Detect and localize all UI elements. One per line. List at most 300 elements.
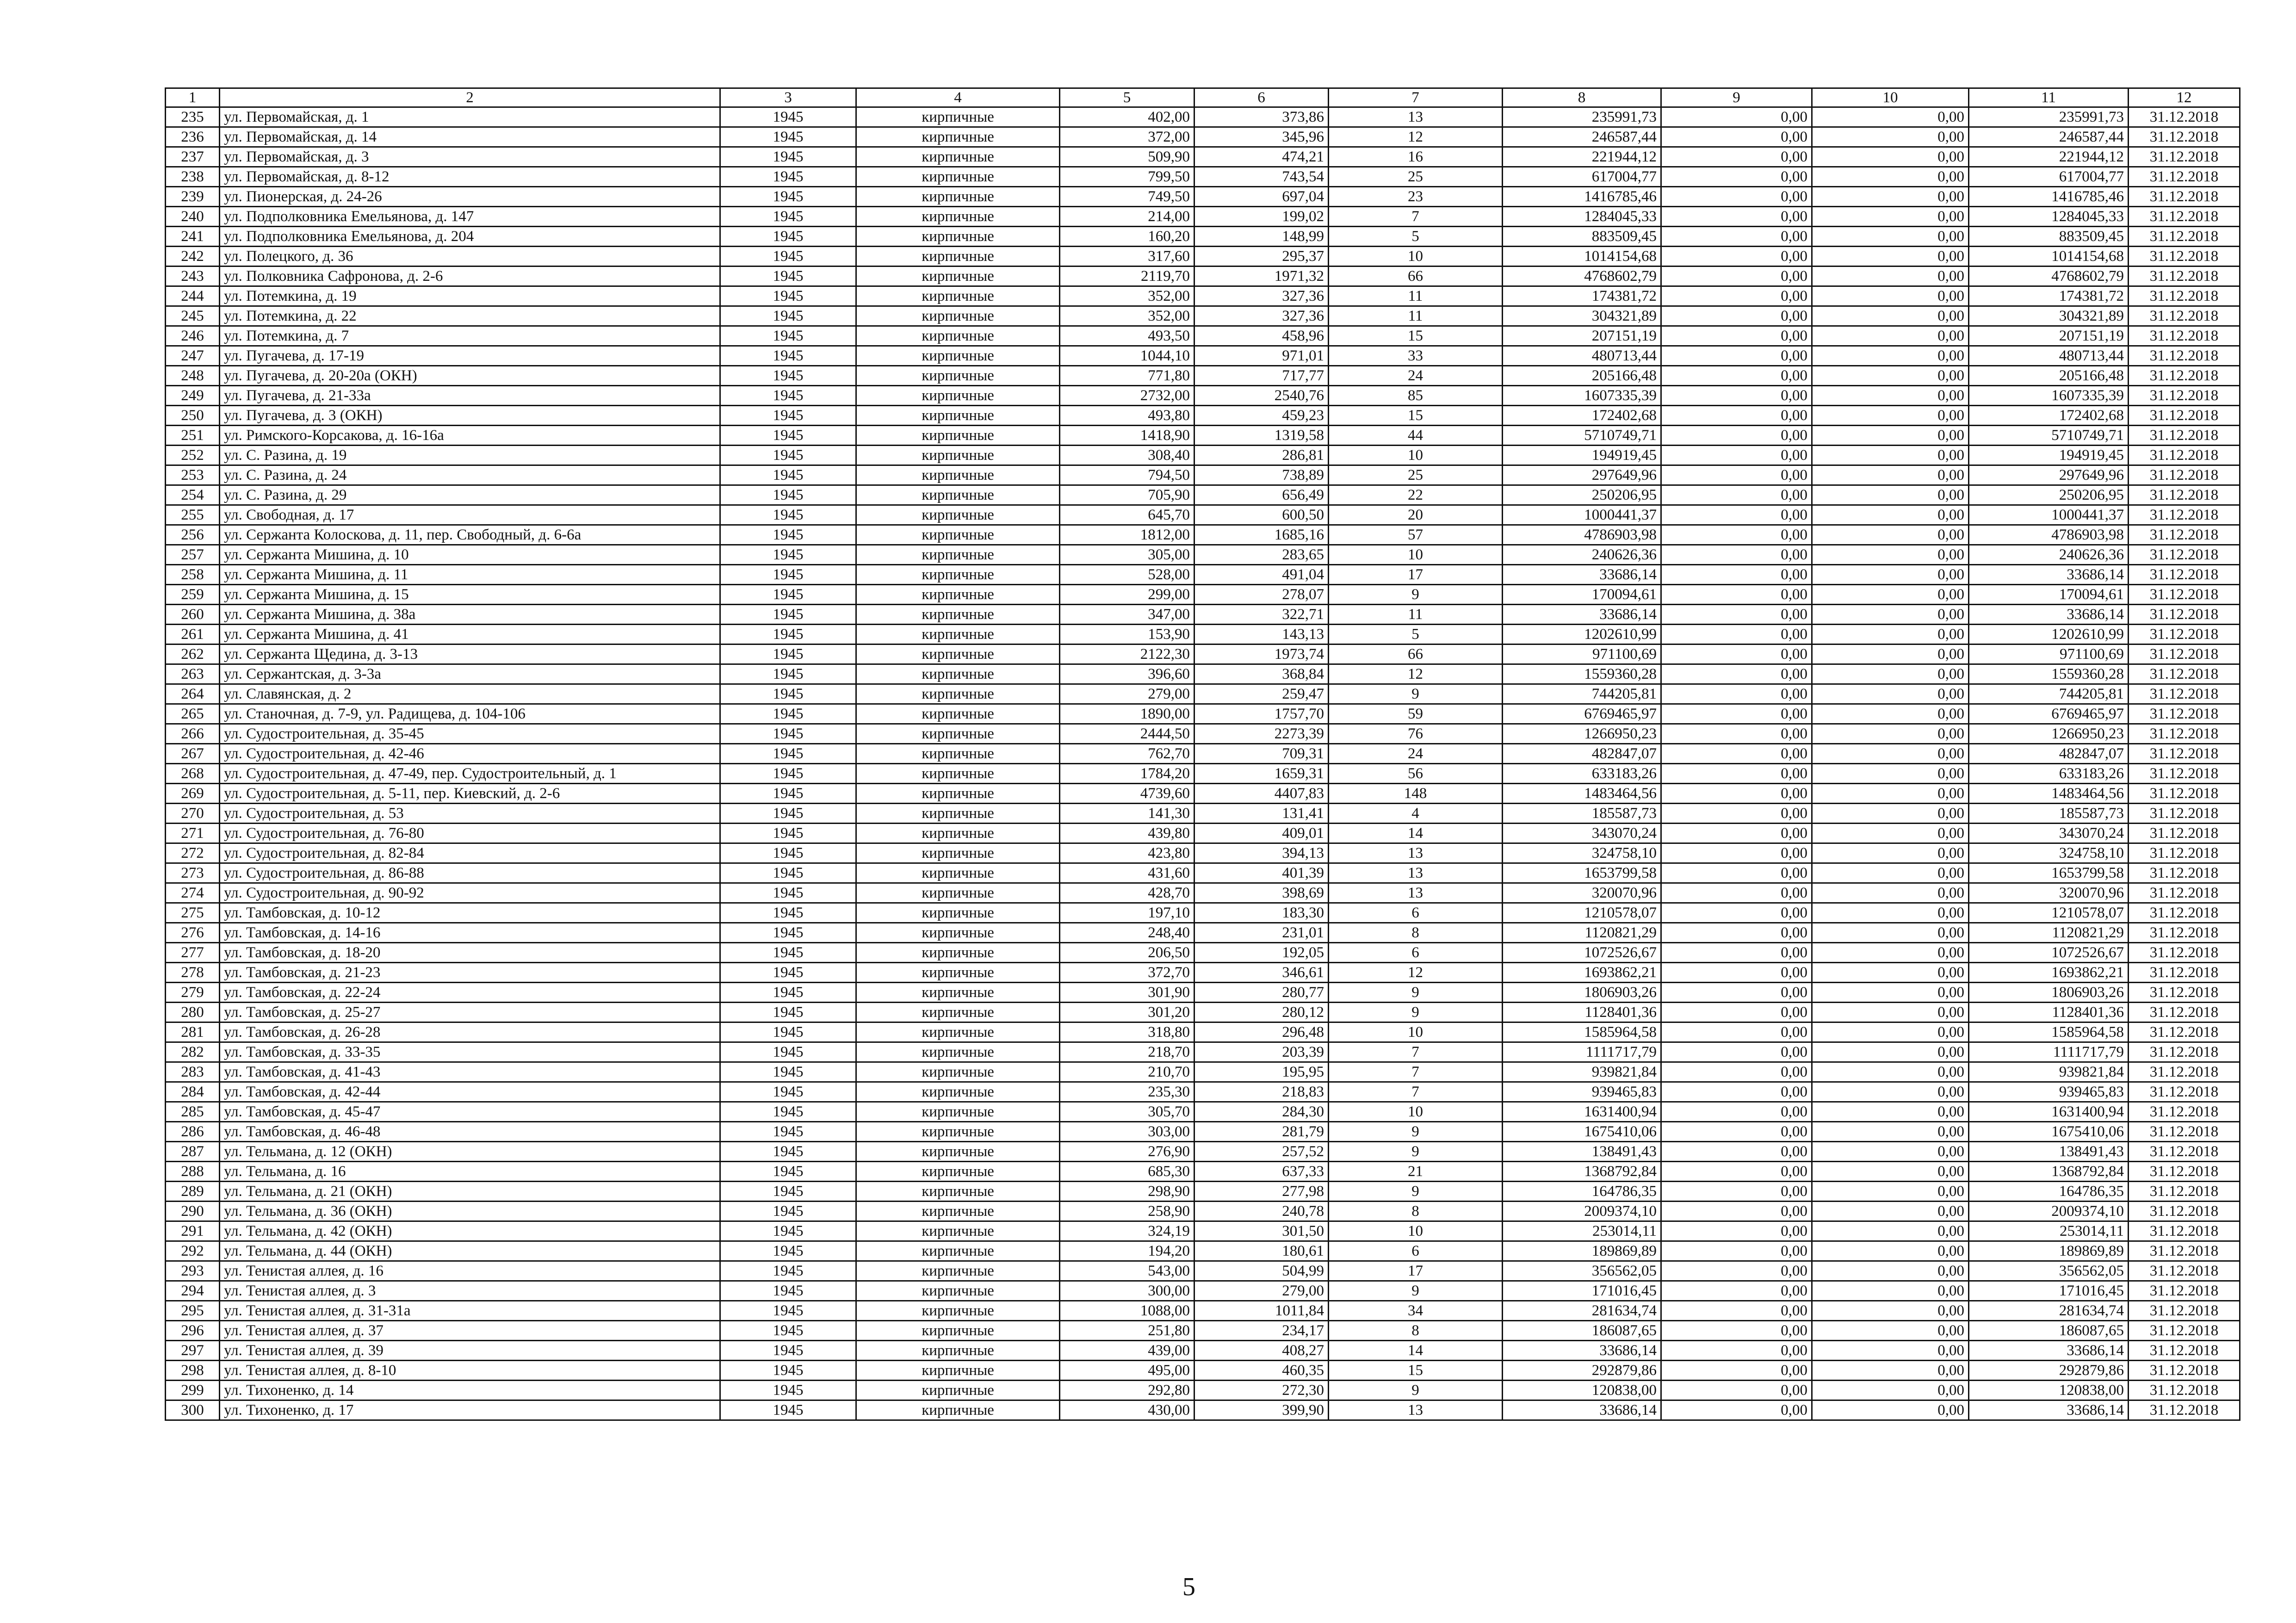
column-10-cell: 0,00 (1812, 346, 1969, 366)
address-cell: ул. Славянская, д. 2 (220, 684, 720, 704)
column-10-cell: 0,00 (1812, 485, 1969, 505)
living-area-cell: 399,90 (1194, 1400, 1329, 1420)
total-area-cell: 1890,00 (1060, 704, 1194, 724)
count-cell: 10 (1329, 545, 1503, 565)
value-cell: 185587,73 (1503, 804, 1661, 824)
table-row (166, 147, 2240, 167)
column-10-cell: 0,00 (1812, 266, 1969, 286)
value-cell: 1128401,36 (1503, 1003, 1661, 1022)
row-number-cell: 285 (166, 1102, 220, 1122)
date-cell: 31.12.2018 (2129, 1202, 2240, 1221)
count-cell: 34 (1329, 1301, 1503, 1321)
wall-material-cell: кирпичные (856, 644, 1060, 664)
address-cell: ул. Сержанта Мишина, д. 38а (220, 605, 720, 625)
column-10-cell: 0,00 (1812, 1341, 1969, 1361)
address-cell: ул. Судостроительная, д. 82-84 (220, 843, 720, 863)
value-cell: 1653799,58 (1503, 863, 1661, 883)
address-cell: ул. Тенистая аллея, д. 8-10 (220, 1361, 720, 1381)
column-10-cell: 0,00 (1812, 1202, 1969, 1221)
balance-cell: 617004,77 (1969, 167, 2129, 187)
column-10-cell: 0,00 (1812, 983, 1969, 1003)
count-cell: 7 (1329, 1062, 1503, 1082)
count-cell: 23 (1329, 187, 1503, 207)
living-area-cell: 203,39 (1194, 1042, 1329, 1062)
wall-material-cell: кирпичные (856, 605, 1060, 625)
address-cell: ул. Свободная, д. 17 (220, 505, 720, 525)
date-cell: 31.12.2018 (2129, 406, 2240, 426)
value-cell: 1210578,07 (1503, 903, 1661, 923)
count-cell: 16 (1329, 147, 1503, 167)
year-cell: 1945 (720, 605, 856, 625)
row-number-cell: 255 (166, 505, 220, 525)
year-cell: 1945 (720, 167, 856, 187)
column-10-cell: 0,00 (1812, 704, 1969, 724)
date-cell: 31.12.2018 (2129, 545, 2240, 565)
column-header-1: 1 (166, 88, 220, 107)
address-cell: ул. Тенистая аллея, д. 31-31а (220, 1301, 720, 1321)
total-area-cell: 235,30 (1060, 1082, 1194, 1102)
value-cell: 1693862,21 (1503, 963, 1661, 983)
living-area-cell: 460,35 (1194, 1361, 1329, 1381)
date-cell: 31.12.2018 (2129, 943, 2240, 963)
year-cell: 1945 (720, 1122, 856, 1142)
table-row (166, 804, 2240, 824)
column-9-cell: 0,00 (1661, 824, 1812, 843)
total-area-cell: 762,70 (1060, 744, 1194, 764)
balance-cell: 246587,44 (1969, 127, 2129, 147)
value-cell: 1607335,39 (1503, 386, 1661, 406)
column-9-cell: 0,00 (1661, 326, 1812, 346)
value-cell: 1559360,28 (1503, 664, 1661, 684)
living-area-cell: 345,96 (1194, 127, 1329, 147)
table-row (166, 644, 2240, 664)
count-cell: 24 (1329, 366, 1503, 386)
wall-material-cell: кирпичные (856, 1202, 1060, 1221)
column-header-3: 3 (720, 88, 856, 107)
total-area-cell: 372,00 (1060, 127, 1194, 147)
value-cell: 633183,26 (1503, 764, 1661, 784)
balance-cell: 1483464,56 (1969, 784, 2129, 804)
column-10-cell: 0,00 (1812, 1142, 1969, 1162)
table-row (166, 983, 2240, 1003)
wall-material-cell: кирпичные (856, 1281, 1060, 1301)
address-cell: ул. Сержанта Щедина, д. 3-13 (220, 644, 720, 664)
column-9-cell: 0,00 (1661, 863, 1812, 883)
balance-cell: 971100,69 (1969, 644, 2129, 664)
count-cell: 13 (1329, 883, 1503, 903)
column-9-cell: 0,00 (1661, 207, 1812, 227)
balance-cell: 356562,05 (1969, 1261, 2129, 1281)
column-10-cell: 0,00 (1812, 1182, 1969, 1202)
column-9-cell: 0,00 (1661, 625, 1812, 644)
count-cell: 13 (1329, 107, 1503, 127)
count-cell: 13 (1329, 843, 1503, 863)
table-row (166, 664, 2240, 684)
wall-material-cell: кирпичные (856, 525, 1060, 545)
table-row (166, 1241, 2240, 1261)
address-cell: ул. Тельмана, д. 21 (ОКН) (220, 1182, 720, 1202)
total-area-cell: 258,90 (1060, 1202, 1194, 1221)
total-area-cell: 493,80 (1060, 406, 1194, 426)
date-cell: 31.12.2018 (2129, 227, 2240, 247)
table-row (166, 1321, 2240, 1341)
address-cell: ул. Тенистая аллея, д. 39 (220, 1341, 720, 1361)
column-9-cell: 0,00 (1661, 1281, 1812, 1301)
total-area-cell: 4739,60 (1060, 784, 1194, 804)
date-cell: 31.12.2018 (2129, 187, 2240, 207)
column-9-cell: 0,00 (1661, 963, 1812, 983)
column-header-9: 9 (1661, 88, 1812, 107)
count-cell: 10 (1329, 1102, 1503, 1122)
count-cell: 15 (1329, 406, 1503, 426)
date-cell: 31.12.2018 (2129, 1162, 2240, 1182)
row-number-cell: 237 (166, 147, 220, 167)
year-cell: 1945 (720, 1400, 856, 1420)
total-area-cell: 352,00 (1060, 306, 1194, 326)
column-9-cell: 0,00 (1661, 386, 1812, 406)
table-row (166, 724, 2240, 744)
total-area-cell: 299,00 (1060, 585, 1194, 605)
date-cell: 31.12.2018 (2129, 1400, 2240, 1420)
total-area-cell: 372,70 (1060, 963, 1194, 983)
living-area-cell: 234,17 (1194, 1321, 1329, 1341)
living-area-cell: 1973,74 (1194, 644, 1329, 664)
count-cell: 20 (1329, 505, 1503, 525)
count-cell: 85 (1329, 386, 1503, 406)
date-cell: 31.12.2018 (2129, 346, 2240, 366)
value-cell: 6769465,97 (1503, 704, 1661, 724)
table-row (166, 1301, 2240, 1321)
balance-cell: 1120821,29 (1969, 923, 2129, 943)
row-number-cell: 277 (166, 943, 220, 963)
address-cell: ул. Тихоненко, д. 17 (220, 1400, 720, 1420)
living-area-cell: 738,89 (1194, 465, 1329, 485)
date-cell: 31.12.2018 (2129, 1221, 2240, 1241)
year-cell: 1945 (720, 1301, 856, 1321)
living-area-cell: 322,71 (1194, 605, 1329, 625)
year-cell: 1945 (720, 187, 856, 207)
row-number-cell: 280 (166, 1003, 220, 1022)
count-cell: 148 (1329, 784, 1503, 804)
wall-material-cell: кирпичные (856, 1122, 1060, 1142)
column-9-cell: 0,00 (1661, 684, 1812, 704)
value-cell: 1675410,06 (1503, 1122, 1661, 1142)
wall-material-cell: кирпичные (856, 167, 1060, 187)
year-cell: 1945 (720, 963, 856, 983)
row-number-cell: 279 (166, 983, 220, 1003)
value-cell: 33686,14 (1503, 565, 1661, 585)
row-number-cell: 264 (166, 684, 220, 704)
value-cell: 186087,65 (1503, 1321, 1661, 1341)
table-row (166, 1122, 2240, 1142)
wall-material-cell: кирпичные (856, 1162, 1060, 1182)
table-row (166, 386, 2240, 406)
date-cell: 31.12.2018 (2129, 207, 2240, 227)
wall-material-cell: кирпичные (856, 664, 1060, 684)
year-cell: 1945 (720, 1003, 856, 1022)
row-number-cell: 292 (166, 1241, 220, 1261)
count-cell: 9 (1329, 1122, 1503, 1142)
wall-material-cell: кирпичные (856, 127, 1060, 147)
table-row (166, 465, 2240, 485)
year-cell: 1945 (720, 1102, 856, 1122)
column-9-cell: 0,00 (1661, 1301, 1812, 1321)
balance-cell: 221944,12 (1969, 147, 2129, 167)
column-9-cell: 0,00 (1661, 1062, 1812, 1082)
year-cell: 1945 (720, 625, 856, 644)
living-area-cell: 743,54 (1194, 167, 1329, 187)
living-area-cell: 180,61 (1194, 1241, 1329, 1261)
date-cell: 31.12.2018 (2129, 565, 2240, 585)
column-9-cell: 0,00 (1661, 1003, 1812, 1022)
wall-material-cell: кирпичные (856, 207, 1060, 227)
count-cell: 8 (1329, 1202, 1503, 1221)
balance-cell: 4768602,79 (1969, 266, 2129, 286)
column-10-cell: 0,00 (1812, 605, 1969, 625)
column-9-cell: 0,00 (1661, 1400, 1812, 1420)
living-area-cell: 148,99 (1194, 227, 1329, 247)
column-10-cell: 0,00 (1812, 406, 1969, 426)
column-9-cell: 0,00 (1661, 923, 1812, 943)
wall-material-cell: кирпичные (856, 883, 1060, 903)
column-number-header-row (166, 88, 2240, 107)
count-cell: 4 (1329, 804, 1503, 824)
year-cell: 1945 (720, 1281, 856, 1301)
year-cell: 1945 (720, 764, 856, 784)
value-cell: 617004,77 (1503, 167, 1661, 187)
wall-material-cell: кирпичные (856, 346, 1060, 366)
living-area-cell: 709,31 (1194, 744, 1329, 764)
column-9-cell: 0,00 (1661, 565, 1812, 585)
living-area-cell: 279,00 (1194, 1281, 1329, 1301)
column-9-cell: 0,00 (1661, 1381, 1812, 1400)
date-cell: 31.12.2018 (2129, 843, 2240, 863)
living-area-cell: 4407,83 (1194, 784, 1329, 804)
date-cell: 31.12.2018 (2129, 1301, 2240, 1321)
address-cell: ул. Тамбовская, д. 25-27 (220, 1003, 720, 1022)
row-number-cell: 238 (166, 167, 220, 187)
count-cell: 14 (1329, 1341, 1503, 1361)
column-9-cell: 0,00 (1661, 1122, 1812, 1142)
value-cell: 1072526,67 (1503, 943, 1661, 963)
address-cell: ул. Судостроительная, д. 47-49, пер. Судостроительный, д. 1 (220, 764, 720, 784)
total-area-cell: 197,10 (1060, 903, 1194, 923)
column-10-cell: 0,00 (1812, 1241, 1969, 1261)
date-cell: 31.12.2018 (2129, 326, 2240, 346)
total-area-cell: 214,00 (1060, 207, 1194, 227)
column-9-cell: 0,00 (1661, 883, 1812, 903)
total-area-cell: 301,20 (1060, 1003, 1194, 1022)
living-area-cell: 272,30 (1194, 1381, 1329, 1400)
total-area-cell: 528,00 (1060, 565, 1194, 585)
row-number-cell: 289 (166, 1182, 220, 1202)
table-row (166, 127, 2240, 147)
total-area-cell: 431,60 (1060, 863, 1194, 883)
balance-cell: 1368792,84 (1969, 1162, 2129, 1182)
total-area-cell: 305,70 (1060, 1102, 1194, 1122)
address-cell: ул. Сержанта Мишина, д. 41 (220, 625, 720, 644)
living-area-cell: 401,39 (1194, 863, 1329, 883)
date-cell: 31.12.2018 (2129, 107, 2240, 127)
value-cell: 324758,10 (1503, 843, 1661, 863)
count-cell: 10 (1329, 1221, 1503, 1241)
total-area-cell: 1044,10 (1060, 346, 1194, 366)
address-cell: ул. Тамбовская, д. 22-24 (220, 983, 720, 1003)
row-number-cell: 254 (166, 485, 220, 505)
row-number-cell: 267 (166, 744, 220, 764)
value-cell: 320070,96 (1503, 883, 1661, 903)
year-cell: 1945 (720, 266, 856, 286)
date-cell: 31.12.2018 (2129, 485, 2240, 505)
column-10-cell: 0,00 (1812, 1400, 1969, 1420)
wall-material-cell: кирпичные (856, 1361, 1060, 1381)
balance-cell: 6769465,97 (1969, 704, 2129, 724)
column-10-cell: 0,00 (1812, 1301, 1969, 1321)
balance-cell: 744205,81 (1969, 684, 2129, 704)
date-cell: 31.12.2018 (2129, 684, 2240, 704)
count-cell: 8 (1329, 1321, 1503, 1341)
balance-cell: 297649,96 (1969, 465, 2129, 485)
value-cell: 174381,72 (1503, 286, 1661, 306)
table-row (166, 943, 2240, 963)
wall-material-cell: кирпичные (856, 625, 1060, 644)
balance-cell: 1675410,06 (1969, 1122, 2129, 1142)
wall-material-cell: кирпичные (856, 1321, 1060, 1341)
table-row (166, 1102, 2240, 1122)
column-9-cell: 0,00 (1661, 664, 1812, 684)
year-cell: 1945 (720, 1321, 856, 1341)
total-area-cell: 298,90 (1060, 1182, 1194, 1202)
total-area-cell: 1418,90 (1060, 426, 1194, 446)
date-cell: 31.12.2018 (2129, 903, 2240, 923)
row-number-cell: 262 (166, 644, 220, 664)
living-area-cell: 259,47 (1194, 684, 1329, 704)
count-cell: 11 (1329, 306, 1503, 326)
row-number-cell: 290 (166, 1202, 220, 1221)
year-cell: 1945 (720, 585, 856, 605)
column-10-cell: 0,00 (1812, 207, 1969, 227)
row-number-cell: 258 (166, 565, 220, 585)
column-10-cell: 0,00 (1812, 1162, 1969, 1182)
value-cell: 207151,19 (1503, 326, 1661, 346)
column-9-cell: 0,00 (1661, 167, 1812, 187)
total-area-cell: 749,50 (1060, 187, 1194, 207)
value-cell: 1120821,29 (1503, 923, 1661, 943)
count-cell: 66 (1329, 266, 1503, 286)
table-row (166, 545, 2240, 565)
address-cell: ул. Тельмана, д. 16 (220, 1162, 720, 1182)
balance-cell: 170094,61 (1969, 585, 2129, 605)
count-cell: 25 (1329, 465, 1503, 485)
wall-material-cell: кирпичные (856, 446, 1060, 465)
row-number-cell: 287 (166, 1142, 220, 1162)
count-cell: 7 (1329, 1042, 1503, 1062)
living-area-cell: 697,04 (1194, 187, 1329, 207)
table-row (166, 903, 2240, 923)
column-10-cell: 0,00 (1812, 545, 1969, 565)
balance-cell: 172402,68 (1969, 406, 2129, 426)
balance-cell: 194919,45 (1969, 446, 2129, 465)
total-area-cell: 543,00 (1060, 1261, 1194, 1281)
balance-cell: 1014154,68 (1969, 247, 2129, 266)
table-row (166, 1221, 2240, 1241)
value-cell: 1483464,56 (1503, 784, 1661, 804)
year-cell: 1945 (720, 1381, 856, 1400)
row-number-cell: 246 (166, 326, 220, 346)
column-header-12: 12 (2129, 88, 2240, 107)
balance-cell: 1693862,21 (1969, 963, 2129, 983)
living-area-cell: 458,96 (1194, 326, 1329, 346)
column-10-cell: 0,00 (1812, 744, 1969, 764)
date-cell: 31.12.2018 (2129, 1182, 2240, 1202)
year-cell: 1945 (720, 1341, 856, 1361)
total-area-cell: 799,50 (1060, 167, 1194, 187)
total-area-cell: 206,50 (1060, 943, 1194, 963)
row-number-cell: 248 (166, 366, 220, 386)
total-area-cell: 2122,30 (1060, 644, 1194, 664)
table-row (166, 446, 2240, 465)
table-row (166, 1202, 2240, 1221)
living-area-cell: 1659,31 (1194, 764, 1329, 784)
living-area-cell: 199,02 (1194, 207, 1329, 227)
count-cell: 57 (1329, 525, 1503, 545)
total-area-cell: 439,00 (1060, 1341, 1194, 1361)
row-number-cell: 261 (166, 625, 220, 644)
column-header-6: 6 (1194, 88, 1329, 107)
column-9-cell: 0,00 (1661, 545, 1812, 565)
wall-material-cell: кирпичные (856, 286, 1060, 306)
count-cell: 9 (1329, 1381, 1503, 1400)
wall-material-cell: кирпичные (856, 923, 1060, 943)
year-cell: 1945 (720, 147, 856, 167)
address-cell: ул. Судостроительная, д. 53 (220, 804, 720, 824)
row-number-cell: 273 (166, 863, 220, 883)
column-10-cell: 0,00 (1812, 784, 1969, 804)
balance-cell: 1210578,07 (1969, 903, 2129, 923)
year-cell: 1945 (720, 1022, 856, 1042)
column-10-cell: 0,00 (1812, 247, 1969, 266)
address-cell: ул. Пугачева, д. 3 (ОКН) (220, 406, 720, 426)
value-cell: 297649,96 (1503, 465, 1661, 485)
year-cell: 1945 (720, 386, 856, 406)
address-cell: ул. Потемкина, д. 7 (220, 326, 720, 346)
column-header-10: 10 (1812, 88, 1969, 107)
row-number-cell: 272 (166, 843, 220, 863)
wall-material-cell: кирпичные (856, 1221, 1060, 1241)
address-cell: ул. Сержанта Колоскова, д. 11, пер. Свободный, д. 6-6а (220, 525, 720, 545)
address-cell: ул. Тамбовская, д. 14-16 (220, 923, 720, 943)
year-cell: 1945 (720, 426, 856, 446)
date-cell: 31.12.2018 (2129, 1022, 2240, 1042)
table-row (166, 824, 2240, 843)
date-cell: 31.12.2018 (2129, 983, 2240, 1003)
balance-cell: 1585964,58 (1969, 1022, 2129, 1042)
date-cell: 31.12.2018 (2129, 1102, 2240, 1122)
column-10-cell: 0,00 (1812, 465, 1969, 485)
balance-cell: 4786903,98 (1969, 525, 2129, 545)
value-cell: 250206,95 (1503, 485, 1661, 505)
table-row (166, 1062, 2240, 1082)
table-row (166, 266, 2240, 286)
wall-material-cell: кирпичные (856, 1042, 1060, 1062)
balance-cell: 1416785,46 (1969, 187, 2129, 207)
address-cell: ул. Тенистая аллея, д. 16 (220, 1261, 720, 1281)
year-cell: 1945 (720, 724, 856, 744)
table-row (166, 326, 2240, 346)
date-cell: 31.12.2018 (2129, 127, 2240, 147)
year-cell: 1945 (720, 684, 856, 704)
column-10-cell: 0,00 (1812, 664, 1969, 684)
